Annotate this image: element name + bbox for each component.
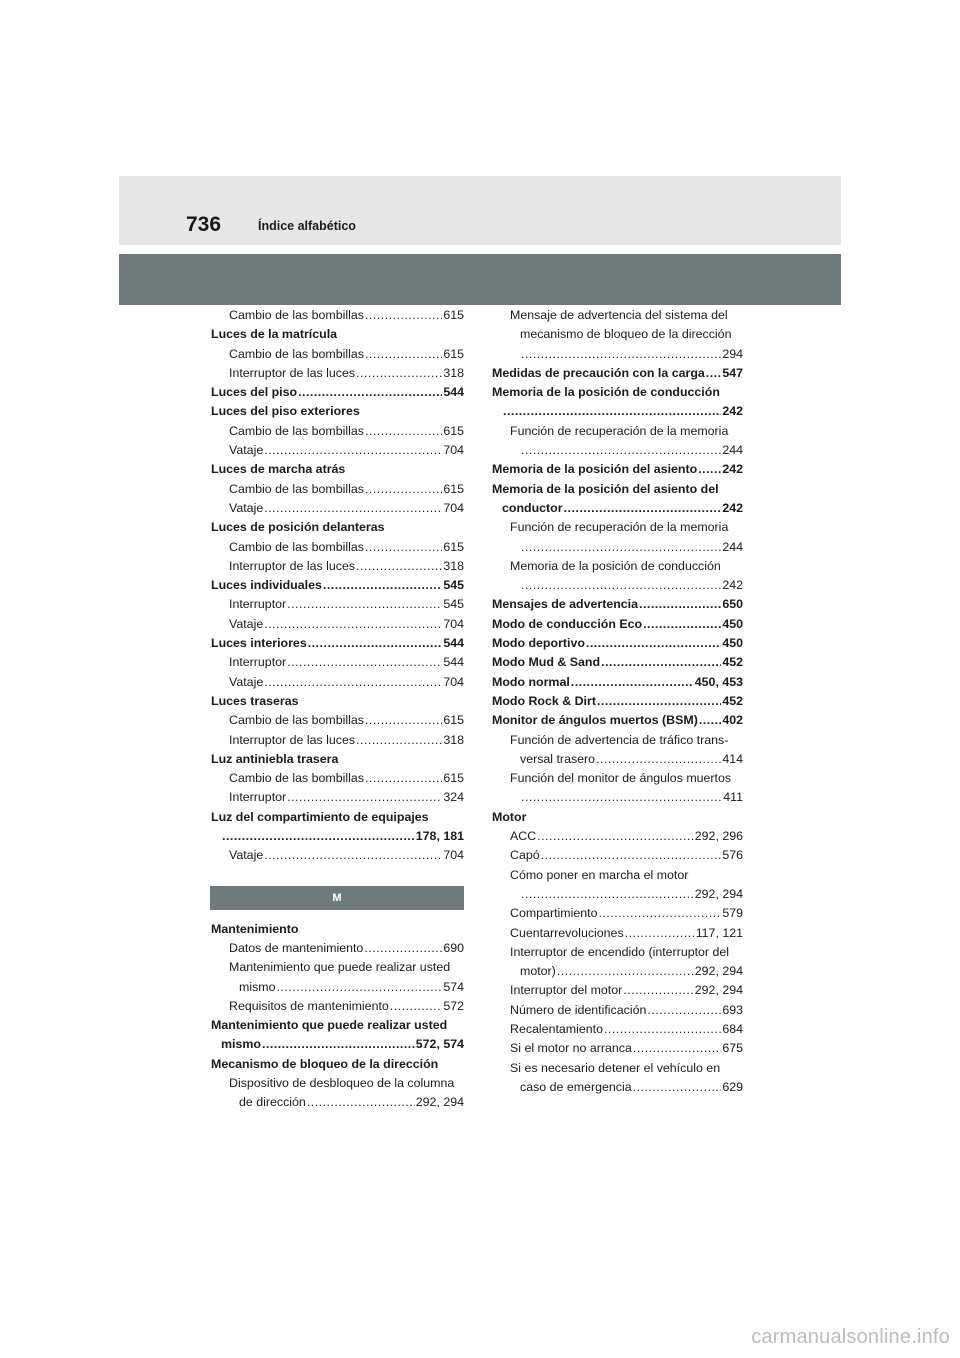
entry-page-ref: 178, 181 — [415, 829, 464, 844]
dot-leader — [287, 653, 442, 672]
entry-label: Modo normal — [492, 674, 570, 689]
entry-label: Cambio de las bombillas — [229, 713, 364, 728]
entry-page-ref: 576 — [722, 848, 743, 863]
index-entry — [211, 383, 464, 402]
entry-page-ref: 545 — [443, 597, 464, 612]
index-entry — [211, 634, 464, 653]
entry-label: Interruptor — [229, 790, 287, 805]
index-entry — [211, 402, 464, 421]
dot-leader — [323, 576, 442, 595]
index-entry — [492, 788, 743, 807]
header-gray-band — [119, 254, 841, 305]
dot-leader — [521, 345, 721, 364]
entry-label: ACC — [510, 829, 537, 844]
index-entry — [492, 981, 743, 1000]
index-entry — [211, 653, 464, 672]
entry-page-ref: 402 — [722, 713, 743, 728]
index-entry — [492, 306, 743, 325]
entry-label: mismo — [239, 979, 276, 994]
index-entry — [492, 866, 743, 885]
entry-page-ref: 324 — [443, 790, 464, 805]
dot-leader — [264, 499, 442, 518]
entry-page-ref: 615 — [443, 308, 464, 322]
entry-label: Luz del compartimiento de equipajes — [211, 809, 429, 824]
entry-page-ref: 292, 294 — [694, 964, 743, 979]
entry-label: Interruptor — [229, 597, 287, 612]
entry-label: Interruptor del motor — [510, 983, 623, 998]
entry-page-ref: 244 — [722, 539, 743, 554]
dot-leader — [365, 711, 442, 730]
dot-leader — [706, 364, 722, 383]
index-entry — [211, 441, 464, 460]
index-entry — [211, 978, 464, 997]
dot-leader — [365, 422, 442, 441]
entry-label: Monitor de ángulos muertos (BSM) — [492, 713, 698, 728]
entry-label: versal trasero — [520, 751, 596, 766]
dot-leader — [222, 827, 415, 846]
dot-leader — [307, 1093, 415, 1112]
entry-label: Mecanismo de bloqueo de la dirección — [211, 1056, 439, 1071]
dot-leader — [598, 904, 721, 923]
entry-label: Mensaje de advertencia del sistema del — [510, 308, 728, 322]
index-entry — [211, 997, 464, 1016]
dot-leader — [625, 924, 695, 943]
index-entry — [492, 441, 743, 460]
entry-label: Interruptor de las luces — [229, 732, 356, 747]
index-entry — [211, 364, 464, 383]
entry-label: conductor — [502, 500, 563, 515]
index-entry — [211, 939, 464, 958]
index-entry — [211, 1093, 464, 1112]
entry-page-ref: 615 — [443, 346, 464, 361]
entry-label: Si es necesario detener el vehículo en — [510, 1060, 721, 1075]
index-entry — [211, 480, 464, 499]
entry-page-ref: 292, 294 — [694, 886, 743, 901]
entry-label: Capó — [510, 848, 540, 863]
dot-leader — [365, 769, 442, 788]
entry-page-ref: 292, 294 — [694, 983, 743, 998]
entry-label: Cambio de las bombillas — [229, 481, 364, 496]
entry-page-ref: 117, 121 — [695, 925, 743, 940]
entry-page-ref: 242 — [722, 578, 743, 593]
entry-label: Dispositivo de desbloqueo de la columna — [229, 1075, 455, 1090]
dot-leader — [264, 846, 442, 865]
entry-label: Mantenimiento — [211, 921, 299, 936]
index-entry — [492, 595, 743, 614]
index-entry — [211, 1074, 464, 1093]
entry-label: Interruptor — [229, 655, 287, 670]
dot-leader — [264, 615, 442, 634]
index-entry — [211, 711, 464, 730]
index-entry — [492, 422, 743, 441]
dot-leader — [597, 692, 721, 711]
entry-label: Vataje — [229, 616, 264, 631]
entry-label: Mensajes de advertencia — [492, 597, 639, 612]
dot-leader — [356, 557, 442, 576]
entry-label: Requisitos de mantenimiento — [229, 998, 389, 1013]
dot-leader — [557, 962, 694, 981]
entry-page-ref: 690 — [443, 940, 464, 955]
entry-label: Luces de la matrícula — [211, 327, 338, 342]
index-column-left — [211, 306, 464, 1113]
entry-page-ref: 452 — [722, 655, 743, 670]
dot-leader — [365, 538, 442, 557]
entry-label: Cambio de las bombillas — [229, 346, 364, 361]
index-entry — [492, 518, 743, 537]
entry-label: Luces interiores — [211, 636, 307, 651]
dot-leader — [643, 615, 721, 634]
index-entry — [492, 1078, 743, 1097]
entry-label: Luz antiniebla trasera — [211, 751, 339, 766]
dot-leader — [521, 538, 721, 557]
index-entry — [492, 1020, 743, 1039]
entry-page-ref: 242 — [722, 500, 743, 515]
dot-leader — [521, 885, 694, 904]
index-entry — [492, 673, 743, 692]
entry-label: mismo — [221, 1037, 261, 1052]
index-entry — [211, 306, 464, 325]
index-entry — [492, 943, 743, 962]
watermark: carmanualsonline.info — [751, 1326, 950, 1348]
letter-section-header: M — [210, 886, 464, 910]
entry-page-ref: 704 — [443, 848, 464, 863]
index-entry — [211, 731, 464, 750]
entry-page-ref: 684 — [722, 1021, 743, 1036]
dot-leader — [364, 939, 442, 958]
dot-leader — [390, 997, 443, 1016]
index-entry — [211, 1055, 464, 1074]
entry-label: Datos de mantenimiento — [229, 940, 364, 955]
dot-leader — [601, 653, 721, 672]
page-number: 736 — [186, 213, 222, 236]
entry-page-ref: 704 — [443, 500, 464, 515]
entry-page-ref: 544 — [443, 655, 464, 670]
index-entry — [492, 827, 743, 846]
entry-page-ref: 294 — [722, 346, 743, 361]
dot-leader — [264, 441, 442, 460]
entry-label: Luces de posición delanteras — [211, 520, 385, 535]
entry-label: Función de recuperación de la memoria — [510, 423, 729, 438]
index-entry — [211, 769, 464, 788]
entry-label: Cuentarrevoluciones — [510, 925, 624, 940]
dot-leader — [356, 731, 442, 750]
index-entry — [211, 673, 464, 692]
entry-page-ref: 547 — [722, 365, 743, 380]
entry-label: Interruptor de las luces — [229, 365, 356, 380]
entry-page-ref: 450 — [722, 616, 743, 631]
entry-label: Cambio de las bombillas — [229, 539, 364, 554]
dot-leader — [633, 1078, 722, 1097]
index-entry — [492, 653, 743, 672]
entry-label: Modo Mud & Sand — [492, 655, 601, 670]
entry-label: de dirección — [239, 1095, 306, 1110]
section-title: Índice alfabético — [258, 219, 356, 233]
index-entry — [492, 460, 743, 479]
index-entry — [492, 731, 743, 750]
index-entry — [211, 788, 464, 807]
index-entry — [211, 692, 464, 711]
entry-label: Medidas de precaución con la carga — [492, 365, 705, 380]
entry-label: Luces individuales — [211, 578, 322, 593]
entry-label: Vataje — [229, 443, 264, 458]
entry-label: Mantenimiento que puede realizar usted — [211, 1018, 448, 1033]
entry-page-ref: 650 — [722, 597, 743, 612]
dot-leader — [264, 673, 442, 692]
dot-leader — [365, 306, 442, 325]
entry-page-ref: 544 — [443, 636, 464, 651]
entry-label: motor) — [520, 964, 556, 979]
index-entry — [211, 615, 464, 634]
dot-leader — [262, 1035, 415, 1054]
index-entry — [211, 325, 464, 344]
entry-label: Cambio de las bombillas — [229, 423, 364, 438]
entry-label: Vataje — [229, 500, 264, 515]
entry-page-ref: 572, 574 — [415, 1037, 464, 1052]
entry-label: Luces del piso exteriores — [211, 404, 360, 419]
index-entry — [211, 1016, 464, 1035]
index-entry — [492, 538, 743, 557]
index-column-right — [492, 306, 743, 1097]
entry-page-ref: 579 — [722, 906, 743, 921]
entry-label: Vataje — [229, 848, 264, 863]
index-entry — [211, 1035, 464, 1054]
entry-page-ref: 693 — [722, 1002, 743, 1017]
dot-leader — [571, 673, 694, 692]
entry-page-ref: 318 — [443, 732, 464, 747]
dot-leader — [276, 978, 442, 997]
entry-label: Función de advertencia de tráfico trans- — [510, 732, 729, 747]
dot-leader — [623, 981, 694, 1000]
index-list-m — [211, 920, 464, 1113]
entry-label: Luces del piso — [211, 385, 298, 400]
entry-label: Motor — [492, 809, 527, 824]
index-entry — [492, 1039, 743, 1058]
index-entry — [492, 750, 743, 769]
dot-leader — [633, 1039, 721, 1058]
entry-page-ref: 242 — [722, 462, 743, 477]
entry-label: Recalentamiento — [510, 1021, 603, 1036]
entry-page-ref: 615 — [443, 423, 464, 438]
index-entry — [492, 808, 743, 827]
index-entry — [211, 808, 464, 827]
dot-leader — [604, 1020, 721, 1039]
index-entry — [492, 364, 743, 383]
index-entry — [211, 557, 464, 576]
index-entry — [492, 383, 743, 402]
entry-page-ref: 572 — [443, 998, 464, 1013]
dot-leader — [521, 788, 722, 807]
index-entry — [492, 692, 743, 711]
entry-label: Si el motor no arranca — [510, 1041, 632, 1056]
index-entry — [492, 480, 743, 499]
entry-label: Modo Rock & Dirt — [492, 693, 596, 708]
dot-leader — [564, 499, 722, 518]
entry-label: Cambio de las bombillas — [229, 771, 364, 786]
entry-label: Luces de marcha atrás — [211, 462, 346, 477]
index-entry — [211, 518, 464, 537]
entry-page-ref: 544 — [443, 385, 464, 400]
index-entry — [211, 345, 464, 364]
entry-page-ref: 452 — [722, 693, 743, 708]
dot-leader — [356, 364, 442, 383]
header-band — [119, 176, 841, 245]
index-entry — [492, 402, 743, 421]
dot-leader — [647, 1001, 721, 1020]
dot-leader — [503, 402, 721, 421]
entry-label: Memoria de la posición del asiento del — [492, 481, 719, 496]
entry-label: Memoria de la posición de conducción — [510, 558, 721, 573]
entry-page-ref: 242 — [722, 404, 743, 419]
index-list-right — [492, 306, 743, 1097]
entry-page-ref: 615 — [443, 713, 464, 728]
entry-label: Interruptor de encendido (interruptor del — [510, 944, 730, 959]
entry-label: Número de identificación — [510, 1002, 647, 1017]
entry-page-ref: 411 — [723, 790, 743, 805]
index-entry — [492, 576, 743, 595]
index-entry — [492, 711, 743, 730]
index-entry — [492, 924, 743, 943]
entry-page-ref: 318 — [443, 558, 464, 573]
dot-leader — [639, 595, 721, 614]
index-entry — [492, 557, 743, 576]
index-entry — [492, 769, 743, 788]
dot-leader — [586, 634, 721, 653]
entry-page-ref: 318 — [443, 365, 464, 380]
entry-label: Mantenimiento que puede realizar usted — [229, 960, 451, 975]
dot-leader — [287, 788, 442, 807]
entry-label: Función de recuperación de la memoria — [510, 520, 729, 535]
index-entry — [211, 920, 464, 939]
dot-leader — [596, 750, 721, 769]
entry-page-ref: 615 — [443, 539, 464, 554]
dot-leader — [308, 634, 443, 653]
entry-label: mecanismo de bloqueo de la dirección — [520, 327, 732, 342]
entry-label: caso de emergencia — [520, 1079, 632, 1094]
entry-page-ref: 704 — [443, 616, 464, 631]
dot-leader — [298, 383, 442, 402]
entry-page-ref: 292, 296 — [694, 829, 743, 844]
index-entry — [211, 538, 464, 557]
entry-label: Cómo poner en marcha el motor — [510, 867, 689, 882]
entry-page-ref: 545 — [443, 578, 464, 593]
entry-label: Función del monitor de ángulos muertos — [510, 771, 732, 786]
index-entry — [211, 750, 464, 769]
entry-label: Memoria de la posición de conducción — [492, 385, 720, 400]
dot-leader — [365, 480, 442, 499]
index-entry — [211, 460, 464, 479]
index-entry — [492, 499, 743, 518]
entry-label: Interruptor de las luces — [229, 558, 356, 573]
index-entry — [492, 345, 743, 364]
index-entry — [211, 576, 464, 595]
index-entry — [492, 962, 743, 981]
dot-leader — [521, 576, 721, 595]
index-entry — [492, 1001, 743, 1020]
entry-page-ref: 292, 294 — [415, 1095, 464, 1110]
index-entry — [211, 595, 464, 614]
entry-page-ref: 414 — [722, 751, 743, 766]
entry-label: Modo deportivo — [492, 636, 585, 651]
entry-page-ref: 450 — [722, 636, 743, 651]
entry-label: Vataje — [229, 674, 264, 689]
entry-page-ref: 704 — [443, 674, 464, 689]
entry-label: Luces traseras — [211, 693, 299, 708]
dot-leader — [287, 595, 442, 614]
entry-label: Modo de conducción Eco — [492, 616, 643, 631]
entry-page-ref: 615 — [443, 481, 464, 496]
index-entry — [492, 325, 743, 344]
dot-leader — [365, 345, 442, 364]
dot-leader — [541, 846, 722, 865]
index-entry — [492, 846, 743, 865]
index-entry — [492, 904, 743, 923]
index-entry — [211, 958, 464, 977]
dot-leader — [699, 711, 721, 730]
index-list-l — [211, 306, 464, 866]
entry-label: Compartimiento — [510, 906, 598, 921]
entry-page-ref: 704 — [443, 443, 464, 458]
index-entry — [492, 1059, 743, 1078]
entry-page-ref: 615 — [443, 771, 464, 786]
index-entry — [211, 422, 464, 441]
index-entry — [492, 634, 743, 653]
entry-page-ref: 574 — [443, 979, 464, 994]
dot-leader — [698, 460, 721, 479]
index-entry — [211, 846, 464, 865]
entry-page-ref: 244 — [722, 443, 743, 458]
entry-label: Cambio de las bombillas — [229, 308, 364, 322]
index-entry — [211, 827, 464, 846]
index-entry — [492, 615, 743, 634]
index-entry — [492, 885, 743, 904]
index-entry — [211, 499, 464, 518]
entry-page-ref: 450, 453 — [694, 674, 743, 689]
entry-page-ref: 629 — [722, 1079, 743, 1094]
entry-label: Memoria de la posición del asiento — [492, 462, 698, 477]
dot-leader — [521, 441, 721, 460]
dot-leader — [537, 827, 694, 846]
entry-page-ref: 675 — [722, 1041, 743, 1056]
